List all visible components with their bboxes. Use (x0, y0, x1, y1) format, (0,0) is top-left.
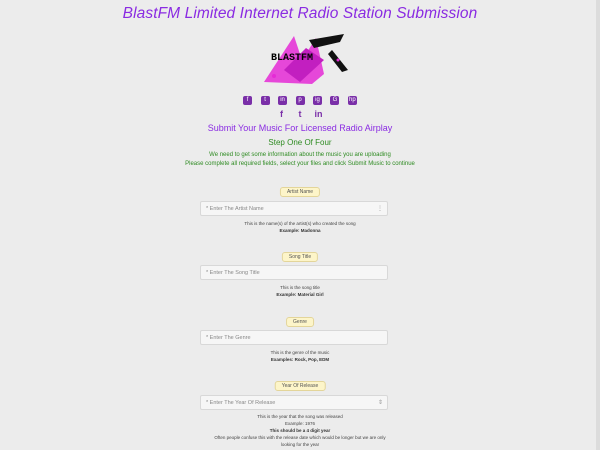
social-links-row-2 (0, 106, 600, 124)
twitter-icon[interactable]: t (298, 109, 302, 120)
year-of-release-label: Year Of Release (275, 381, 326, 391)
artist-name-placeholder: * Enter The Artist Name (206, 206, 264, 212)
facebook-icon[interactable]: f (280, 109, 284, 120)
year-of-release-input[interactable] (200, 395, 388, 410)
song-title-input[interactable] (200, 265, 388, 280)
autofill-icon: ⋮ (377, 206, 383, 212)
pinterest-icon[interactable]: p (296, 96, 305, 105)
instagram-icon[interactable]: ig (313, 96, 322, 105)
step-indicator: Step One Of Four (268, 138, 332, 147)
genre-label: Genre (286, 317, 314, 327)
linkedin-icon[interactable]: in (278, 96, 287, 105)
google-icon[interactable]: G (330, 96, 339, 105)
year-format-note: This should be a 4 digit year (269, 428, 331, 433)
song-title-example: Example: Material Girl (276, 292, 324, 297)
blastfm-logo (254, 30, 354, 86)
twitter-icon[interactable]: t (261, 96, 270, 105)
artist-name-example: Example: Madonna (279, 228, 321, 233)
facebook-icon[interactable]: f (243, 96, 252, 105)
song-title-hint: This is the song title (280, 285, 320, 290)
submit-headline: Submit Your Music For Licensed Radio Airplay (207, 123, 393, 133)
genre-placeholder: * Enter The Genre (206, 335, 251, 341)
info-line-2: Please complete all required fields, select your files and click Submit Music to continue (185, 161, 415, 167)
artist-name-input[interactable] (200, 201, 388, 216)
year-confusion-note-2: looking for the year (280, 442, 320, 447)
genre-input[interactable] (200, 330, 388, 345)
song-title-placeholder: * Enter The Song Title (206, 270, 260, 276)
year-confusion-note-1: Often people confuse this with the release date which would be longer but we are only (214, 435, 386, 440)
spinner-icon[interactable]: ⇕ (377, 400, 383, 406)
artist-name-label: Artist Name (280, 187, 320, 197)
logo-text: BLASTFM (271, 53, 314, 64)
year-of-release-placeholder: * Enter The Year Of Release (206, 400, 276, 406)
info-line-1: We need to get some information about the music you are uploading (209, 152, 391, 158)
year-of-release-hint: This is the year that the song was released (257, 414, 343, 419)
linkedin-icon[interactable]: in (314, 109, 323, 120)
genre-example: Examples: Rock, Pop, EDM (270, 357, 330, 362)
genre-hint: This is the genre of the music (270, 350, 330, 355)
artist-name-hint: This is the name(s) of the artist(s) who created the song (244, 221, 356, 226)
headphones-icon[interactable]: hp (349, 97, 356, 104)
year-of-release-example: Example: 1976 (284, 421, 316, 426)
song-title-label: Song Title (282, 252, 318, 262)
page-scrollbar[interactable] (596, 0, 600, 450)
page-title: BlastFM Limited Internet Radio Station Submission (122, 5, 478, 22)
